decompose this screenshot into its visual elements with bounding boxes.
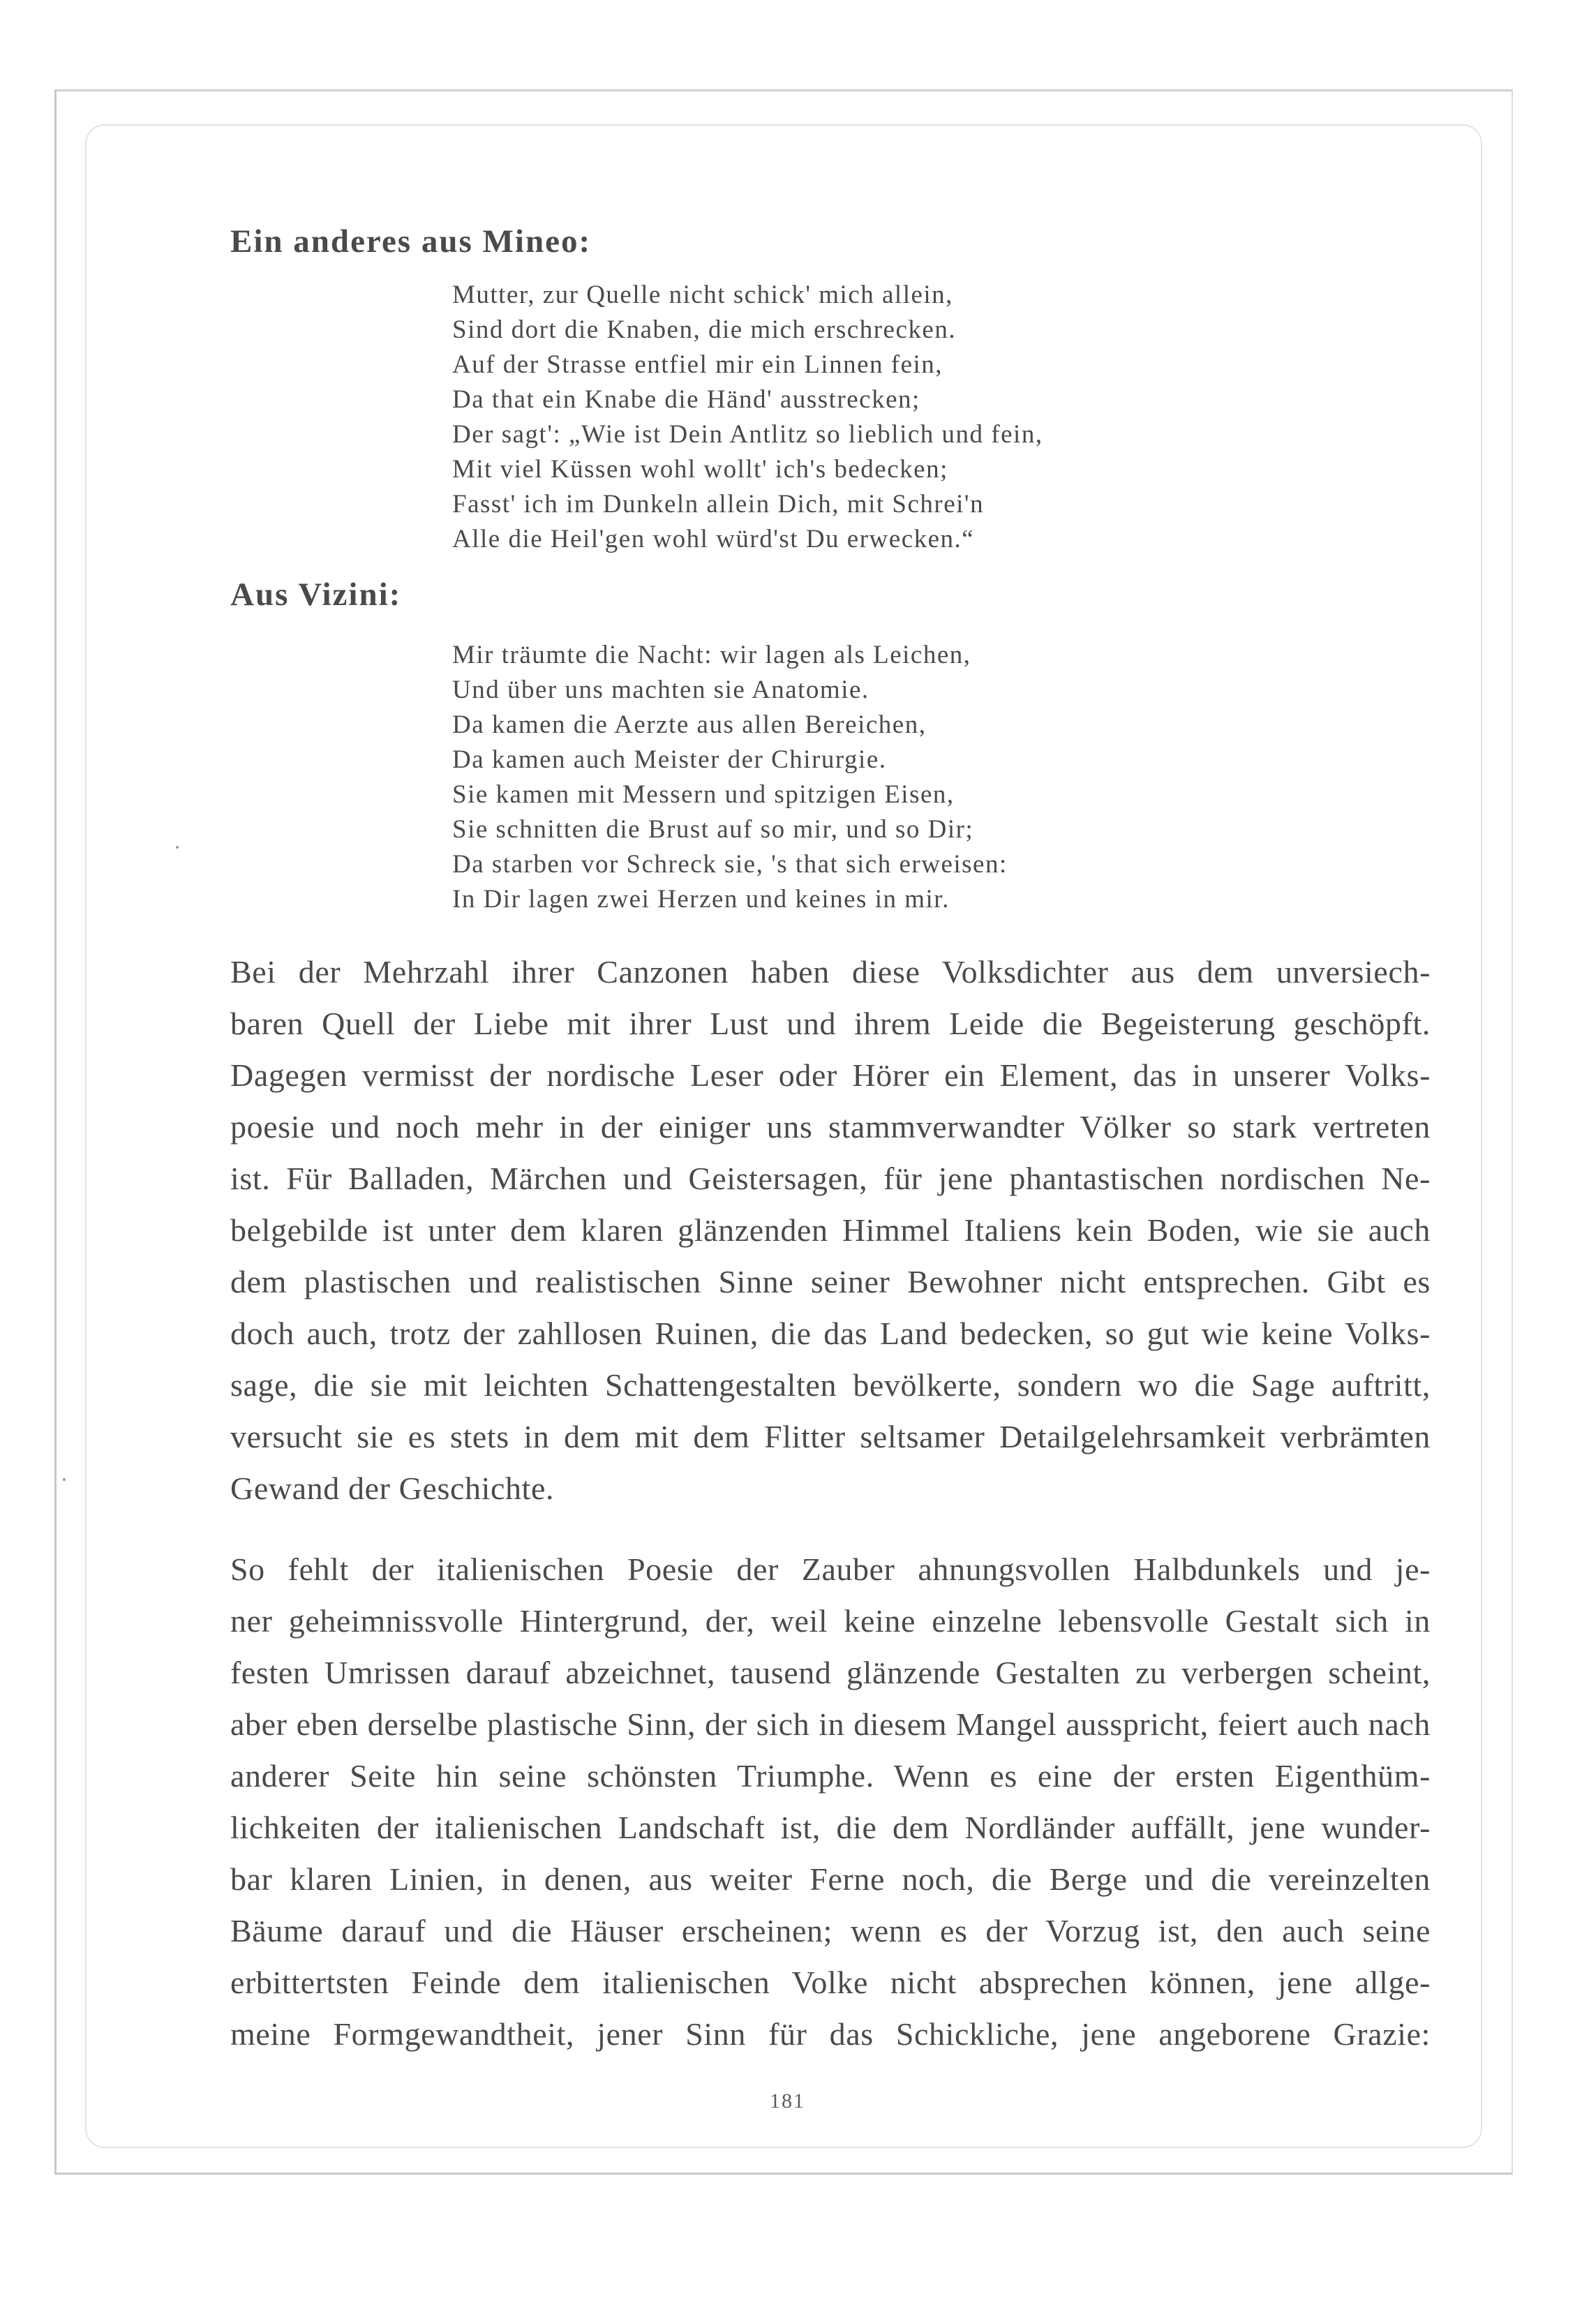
poem-line: Und über uns machten sie Anatomie. (452, 676, 869, 704)
poem-line: Da that ein Knabe die Händ' ausstrecken; (452, 385, 920, 414)
paragraph-line: Bäume darauf und die Häuser erscheinen; wenn es der Vorzug ist, den auch seine (230, 1913, 1431, 1949)
paragraph-line: So fehlt der italienischen Poesie der Zauber ahnungsvollen Halbdunkels und je- (230, 1551, 1431, 1587)
page-number: 181 (770, 2090, 805, 2113)
paragraph-1 (230, 946, 1431, 1514)
paragraph-line: anderer Seite hin seine schönsten Triumphe. Wenn es eine der ersten Eigenthüm- (230, 1758, 1431, 1794)
paragraph-line: versucht sie es stets in dem mit dem Flitter seltsamer Detailgelehrsamkeit verbrämten (230, 1419, 1431, 1454)
poem-line: Sind dort die Knaben, die mich erschrecken. (452, 315, 957, 344)
paragraph-line: doch auch, trotz der zahllosen Ruinen, die das Land bedecken, so gut wie keine Volks- (230, 1316, 1431, 1351)
paragraph-line: sage, die sie mit leichten Schattengestalten bevölkerte, sondern wo die Sage auftritt, (230, 1367, 1431, 1403)
poem-line: Der sagt': „Wie ist Dein Antlitz so lieblich und fein, (452, 420, 1043, 449)
paragraph-2 (230, 1544, 1431, 2060)
paragraph-line: dem plastischen und realistischen Sinne seiner Bewohner nicht entsprechen. Gibt es (230, 1264, 1431, 1299)
poem-mineo (452, 278, 1431, 557)
poem-line: Da starben vor Schreck sie, 's that sich erweisen: (452, 850, 1008, 879)
heading-mineo: Ein anderes aus Mineo: (230, 223, 592, 260)
paragraph-line: festen Umrissen darauf abzeichnet, tausend glänzende Gestalten zu verbergen scheint, (230, 1655, 1431, 1690)
poem-line: Sie kamen mit Messern und spitzigen Eisen, (452, 780, 955, 809)
poem-line: Mit viel Küssen wohl wollt' ich's bedecken; (452, 455, 948, 484)
poem-line: Mir träumte die Nacht: wir lagen als Leichen, (452, 641, 971, 669)
paragraph-line: baren Quell der Liebe mit ihrer Lust und ihrem Leide die Begeisterung geschöpft. (230, 1006, 1431, 1041)
paragraph-line: ner geheimnissvolle Hintergrund, der, weil keine einzelne lebensvolle Gestalt sich in (230, 1603, 1431, 1639)
stray-mark (63, 1478, 66, 1481)
paragraph-line: erbittertsten Feinde dem italienischen Volke nicht absprechen können, jene allge- (230, 1965, 1431, 2000)
paragraph-line: bar klaren Linien, in denen, aus weiter Ferne noch, die Berge und die vereinzelten (230, 1861, 1431, 1897)
paragraph-line: Bei der Mehrzahl ihrer Canzonen haben diese Volksdichter aus dem unversiech- (230, 954, 1431, 990)
poem-line: Fasst' ich im Dunkeln allein Dich, mit Schrei'n (452, 490, 985, 519)
paragraph-line: meine Formgewandtheit, jener Sinn für das Schickliche, jene angeborene Grazie: (230, 2016, 1431, 2052)
poem-line: Alle die Heil'gen wohl würd'st Du erwecken.“ (452, 525, 975, 553)
paragraph-line: aber eben derselbe plastische Sinn, der sich in diesem Mangel ausspricht, feiert auch nach (230, 1706, 1431, 1742)
paragraph-line: Gewand der Geschichte. (230, 1470, 555, 1506)
poem-line: Mutter, zur Quelle nicht schick' mich allein, (452, 281, 953, 309)
page-text (230, 222, 1431, 2060)
stray-mark (176, 846, 179, 849)
poem-line: In Dir lagen zwei Herzen und keines in mir. (452, 885, 950, 914)
poem-vizini (452, 638, 1431, 917)
poem-line: Sie schnitten die Brust auf so mir, und so Dir; (452, 815, 974, 844)
poem-line: Auf der Strasse entfiel mir ein Linnen fein, (452, 350, 943, 379)
paragraph-line: poesie und noch mehr in der einiger uns stammverwandter Völker so stark vertreten (230, 1109, 1431, 1145)
paragraph-line: Dagegen vermisst der nordische Leser oder Hörer ein Element, das in unserer Volks- (230, 1057, 1431, 1093)
paragraph-line: lichkeiten der italienischen Landschaft ist, die dem Nordländer auffällt, jene wunder- (230, 1810, 1431, 1845)
poem-line: Da kamen die Aerzte aus allen Bereichen, (452, 710, 927, 739)
paragraph-line: ist. Für Balladen, Märchen und Geistersagen, für jene phantastischen nordischen Ne- (230, 1161, 1431, 1196)
poem-line: Da kamen auch Meister der Chirurgie. (452, 745, 887, 774)
paragraph-line: belgebilde ist unter dem klaren glänzenden Himmel Italiens kein Boden, wie sie auch (230, 1212, 1431, 1248)
heading-vizini: Aus Vizini: (230, 576, 402, 613)
